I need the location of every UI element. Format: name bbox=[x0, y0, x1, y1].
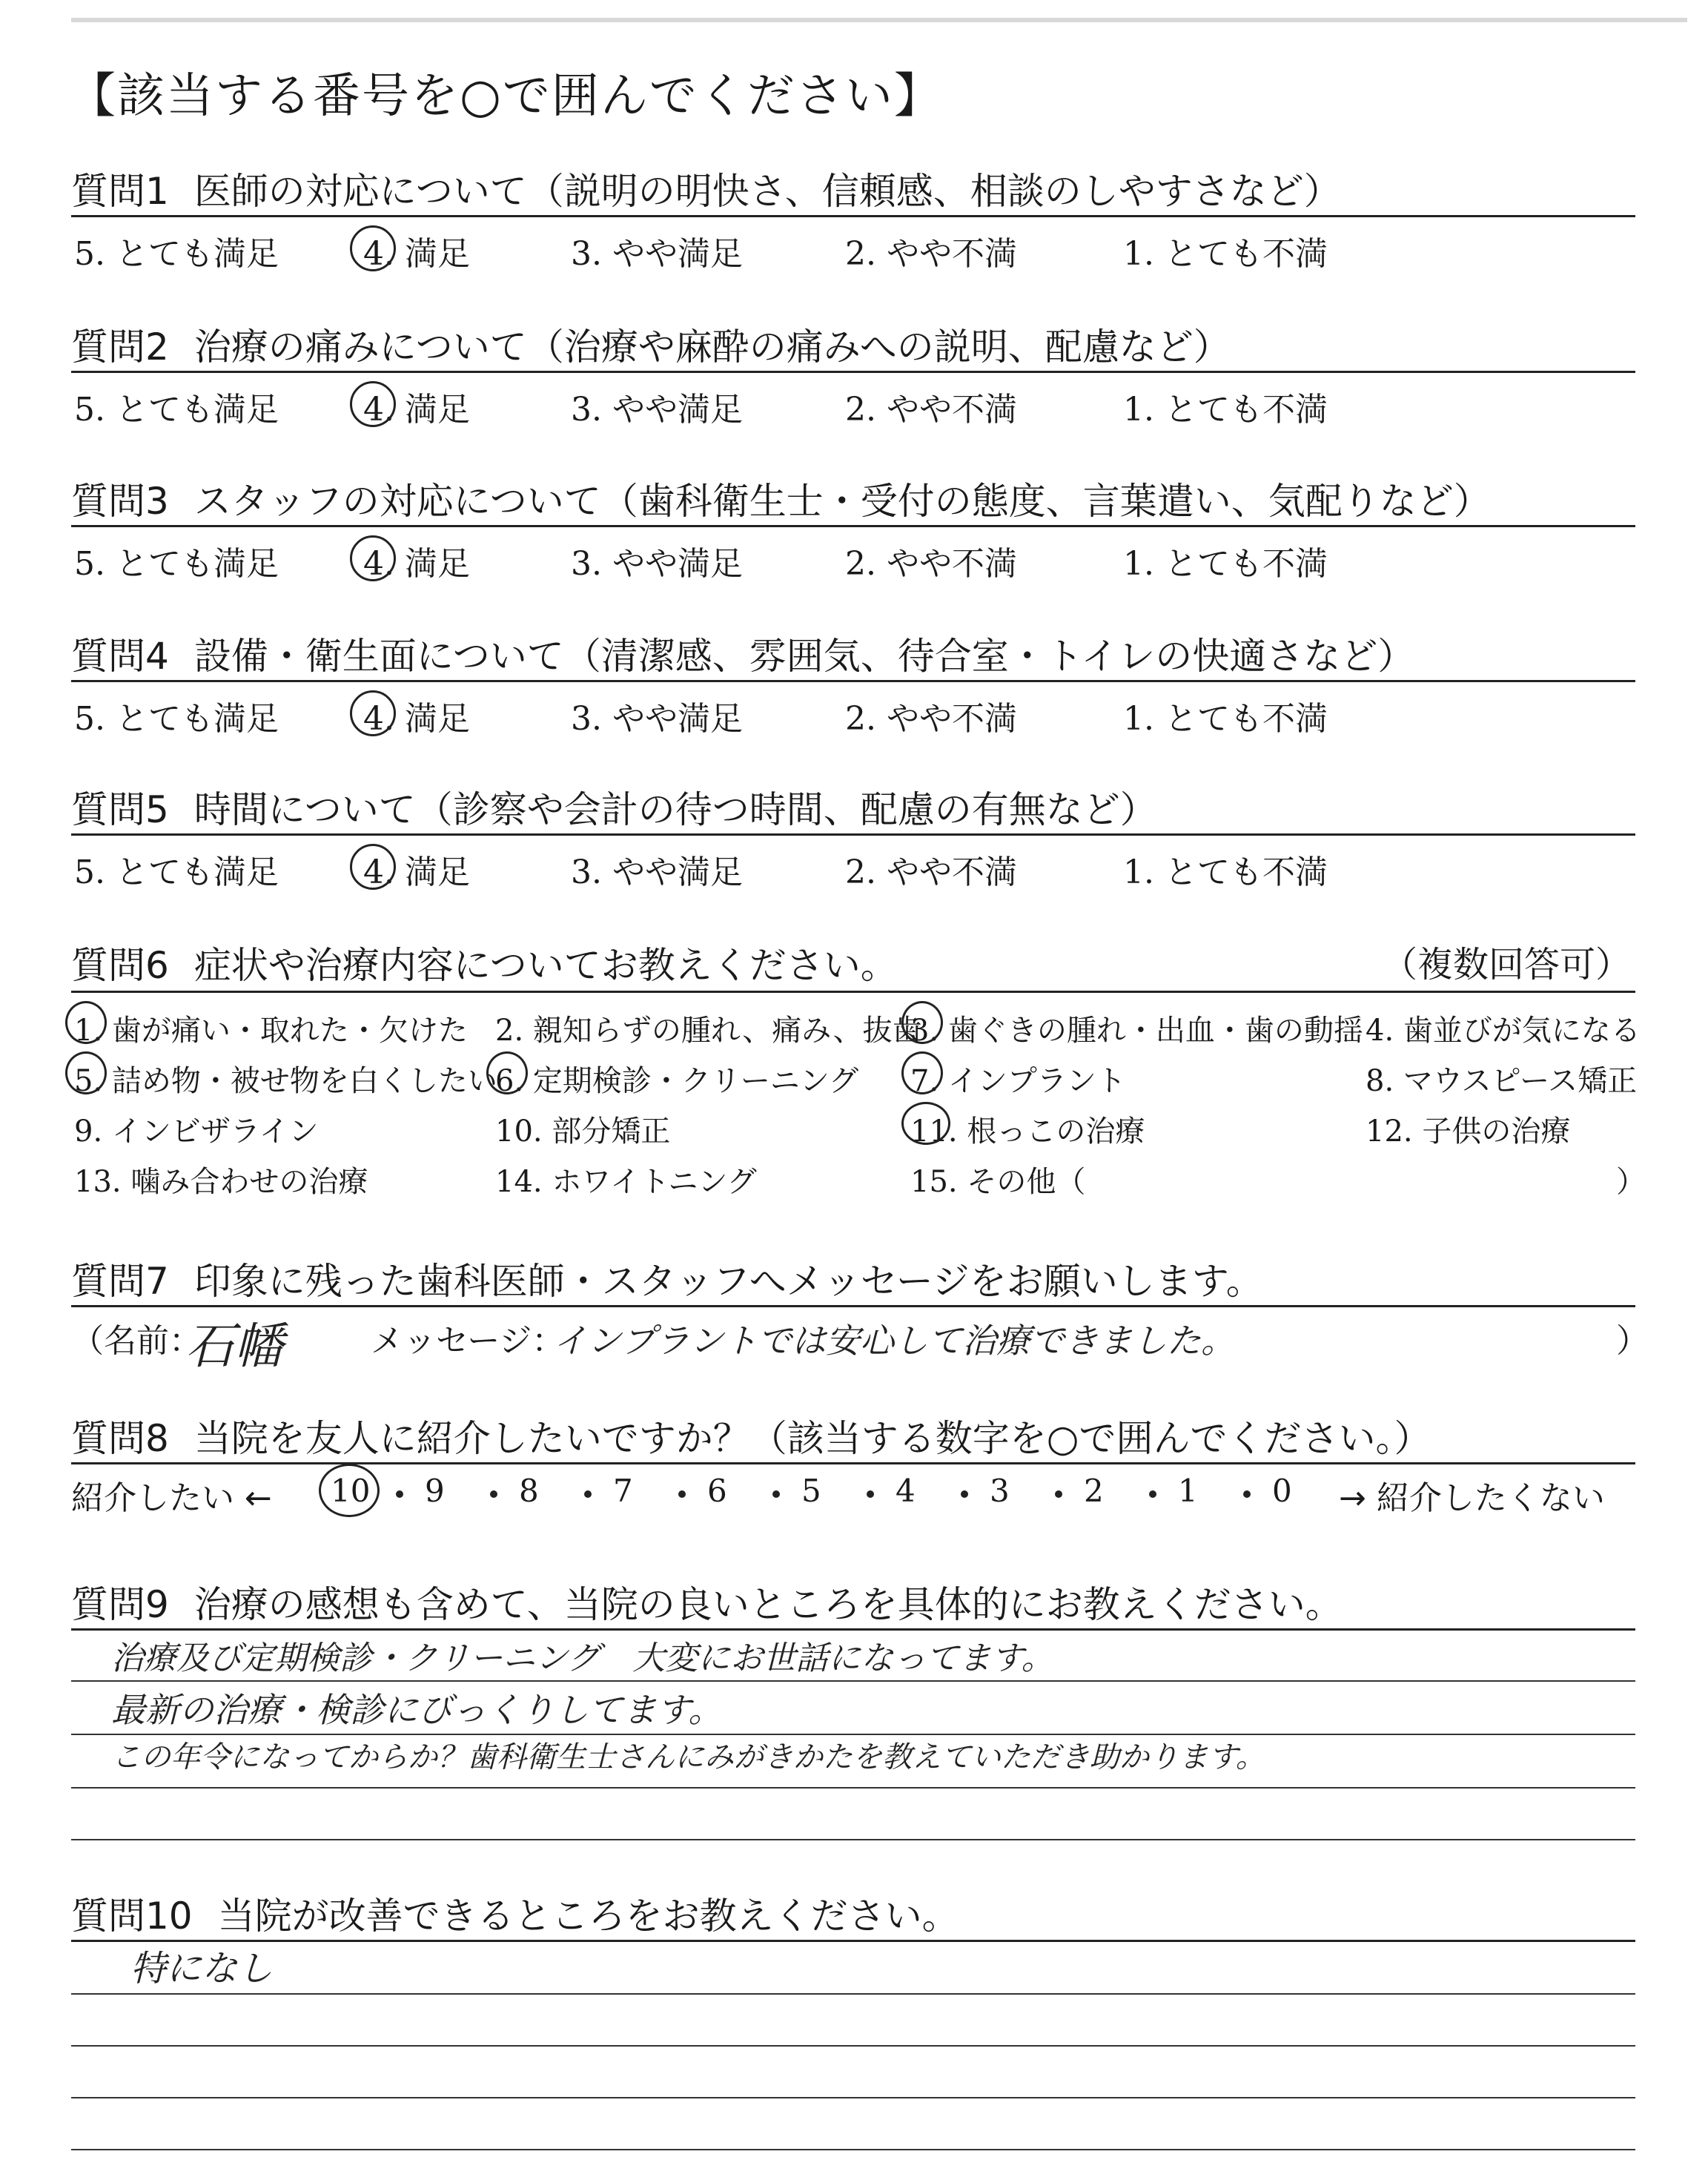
question-2-option-4[interactable]: 4. 満足 bbox=[363, 391, 470, 429]
question-8-separator-dot bbox=[1055, 1490, 1062, 1498]
question-6-selected-circle-6 bbox=[486, 1051, 528, 1094]
question-3-option-5[interactable]: 5. とても満足 bbox=[74, 545, 279, 583]
question-6-rule bbox=[71, 991, 1635, 993]
question-2-rule bbox=[71, 371, 1635, 373]
question-6-option-4[interactable]: 4. 歯並びが気になる bbox=[1366, 1014, 1641, 1048]
question-5-option-5[interactable]: 5. とても満足 bbox=[74, 853, 279, 891]
question-8-separator-dot bbox=[1243, 1490, 1251, 1498]
question-10-title bbox=[71, 1886, 959, 1940]
question-4-rule bbox=[71, 680, 1635, 682]
question-8-scale-8[interactable]: 8 bbox=[519, 1473, 539, 1509]
question-2-option-3[interactable]: 3. やや満足 bbox=[571, 391, 743, 429]
question-2-title-text: 治療の痛みについて（治療や麻酔の痛みへの説明、配慮など） bbox=[193, 326, 1231, 369]
question-8-selected-circle bbox=[319, 1464, 380, 1517]
question-9-answer-line-1 bbox=[71, 1680, 1635, 1682]
question-8-scale-7[interactable]: 7 bbox=[613, 1473, 633, 1509]
question-5-selected-circle bbox=[350, 844, 396, 890]
question-10-answer-line-3 bbox=[71, 2097, 1635, 2098]
question-9-rule bbox=[71, 1628, 1635, 1631]
question-3-rule bbox=[71, 525, 1635, 527]
page-header: 【該当する番号を○で囲んでください】 bbox=[68, 69, 943, 124]
question-5-title bbox=[71, 780, 1157, 833]
question-7-message-value: インプラントでは安心して治療できました。 bbox=[553, 1321, 1235, 1361]
question-6-option-5[interactable]: 5. 詰め物・被せ物を白くしたい bbox=[74, 1064, 497, 1098]
question-6-title bbox=[71, 936, 898, 989]
question-1-title-number: 質問1 bbox=[71, 170, 169, 213]
question-6-option-7[interactable]: 7. インプラント bbox=[910, 1064, 1126, 1098]
question-1-option-1[interactable]: 1. とても不満 bbox=[1123, 235, 1328, 273]
question-4-selected-circle bbox=[350, 690, 396, 736]
question-8-title-text: 当院を友人に紹介したいですか？（該当する数字を○で囲んでください。） bbox=[193, 1417, 1431, 1460]
question-6-selected-circle-11 bbox=[901, 1102, 950, 1145]
question-2-title-number: 質問2 bbox=[71, 326, 169, 369]
question-6-option-9[interactable]: 9. インビザライン bbox=[74, 1114, 319, 1149]
question-10-title-number: 質問10 bbox=[71, 1895, 193, 1938]
question-9-answer-line-4 bbox=[71, 1839, 1635, 1840]
question-6-option-13[interactable]: 13. 噛み合わせの治療 bbox=[74, 1165, 368, 1199]
question-9-answer-2: 最新の治療・検診にびっくりしてます。 bbox=[111, 1690, 723, 1730]
question-8-scale-0[interactable]: 0 bbox=[1272, 1473, 1292, 1509]
question-6-note: （複数回答可） bbox=[1381, 944, 1631, 985]
question-6-option-2[interactable]: 2. 親知らずの腫れ、痛み、抜歯 bbox=[495, 1014, 922, 1048]
question-6-option-11[interactable]: 11. 根っこの治療 bbox=[910, 1114, 1145, 1149]
question-6-option-15[interactable]: 15. その他（ bbox=[910, 1165, 1086, 1199]
question-10-answer-line-2 bbox=[71, 2045, 1635, 2047]
question-4-title bbox=[71, 627, 1414, 680]
question-1-option-4[interactable]: 4. 満足 bbox=[363, 235, 470, 273]
question-4-option-3[interactable]: 3. やや満足 bbox=[571, 700, 743, 738]
question-2-option-1[interactable]: 1. とても不満 bbox=[1123, 391, 1328, 429]
question-6-other-close: ） bbox=[1616, 1165, 1646, 1199]
question-6-option-6[interactable]: 6. 定期検診・クリーニング bbox=[495, 1064, 859, 1098]
question-6-option-1[interactable]: 1. 歯が痛い・取れた・欠けた bbox=[74, 1014, 468, 1048]
question-6-title-number: 質問6 bbox=[71, 944, 169, 987]
question-9-answer-1: 治療及び定期検診・クリーニング 大変にお世話になってます。 bbox=[111, 1639, 1054, 1677]
question-7-message-label: メッセージ： bbox=[371, 1322, 565, 1360]
question-7-title bbox=[71, 1252, 1263, 1305]
question-4-title-text: 設備・衛生面について（清潔感、雰囲気、待合室・トイレの快適さなど） bbox=[193, 635, 1415, 678]
question-3-option-4[interactable]: 4. 満足 bbox=[363, 545, 470, 583]
question-8-scale-10[interactable]: 10 bbox=[331, 1473, 371, 1509]
question-8-scale-9[interactable]: 9 bbox=[425, 1473, 445, 1509]
question-4-option-5[interactable]: 5. とても満足 bbox=[74, 700, 279, 738]
question-8-separator-dot bbox=[867, 1490, 874, 1498]
question-1-rule bbox=[71, 215, 1635, 217]
question-6-option-10[interactable]: 10. 部分矯正 bbox=[495, 1114, 671, 1149]
question-6-option-8[interactable]: 8. マウスピース矯正 bbox=[1366, 1064, 1638, 1098]
question-9-title bbox=[71, 1575, 1343, 1628]
question-5-option-3[interactable]: 3. やや満足 bbox=[571, 853, 743, 891]
question-8-scale-2[interactable]: 2 bbox=[1084, 1473, 1104, 1509]
question-8-scale-4[interactable]: 4 bbox=[896, 1473, 916, 1509]
question-9-answer-line-3 bbox=[71, 1787, 1635, 1789]
question-4-option-4[interactable]: 4. 満足 bbox=[363, 700, 470, 738]
question-5-title-text: 時間について（診察や会計の待つ時間、配慮の有無など） bbox=[193, 788, 1157, 831]
question-8-scale-1[interactable]: 1 bbox=[1178, 1473, 1198, 1509]
question-4-title-number: 質問4 bbox=[71, 635, 169, 678]
question-8-scale-3[interactable]: 3 bbox=[990, 1473, 1010, 1509]
question-7-close: ） bbox=[1616, 1322, 1649, 1360]
question-3-title bbox=[71, 472, 1491, 525]
question-10-answer-line-4 bbox=[71, 2149, 1635, 2150]
question-8-separator-dot bbox=[678, 1490, 686, 1498]
question-10-answer-line-1 bbox=[71, 1993, 1635, 1995]
question-9-title-text: 治療の感想も含めて、当院の良いところを具体的にお教えください。 bbox=[193, 1583, 1343, 1626]
question-1-title-text: 医師の対応について（説明の明快さ、信頼感、相談のしやすさなど） bbox=[193, 170, 1341, 213]
question-6-option-14[interactable]: 14. ホワイトニング bbox=[495, 1165, 757, 1199]
question-3-option-3[interactable]: 3. やや満足 bbox=[571, 545, 743, 583]
question-6-selected-circle-1 bbox=[65, 1001, 107, 1044]
question-8-title bbox=[71, 1409, 1431, 1462]
question-7-title-number: 質問7 bbox=[71, 1260, 169, 1303]
question-5-option-1[interactable]: 1. とても不満 bbox=[1123, 853, 1328, 891]
question-1-title bbox=[71, 162, 1341, 215]
question-5-option-4[interactable]: 4. 満足 bbox=[363, 853, 470, 891]
question-6-selected-circle-3 bbox=[901, 1001, 943, 1044]
question-10-answer-1: 特になし bbox=[130, 1948, 274, 1989]
question-8-separator-dot bbox=[490, 1490, 497, 1498]
question-6-option-3[interactable]: 3. 歯ぐきの腫れ・出血・歯の動揺 bbox=[910, 1014, 1363, 1048]
question-8-scale-5[interactable]: 5 bbox=[801, 1473, 821, 1509]
question-8-separator-dot bbox=[1149, 1490, 1156, 1498]
question-4-option-1[interactable]: 1. とても不満 bbox=[1123, 700, 1328, 738]
question-8-separator-dot bbox=[772, 1490, 780, 1498]
question-8-separator-dot bbox=[961, 1490, 968, 1498]
question-3-selected-circle bbox=[350, 535, 396, 581]
question-8-separator-dot bbox=[396, 1490, 403, 1498]
question-9-answer-3: この年令になってからか？歯科衛生士さんにみがきかたを教えていただき助かります。 bbox=[111, 1740, 1265, 1774]
question-6-selected-circle-7 bbox=[901, 1051, 943, 1094]
question-1-selected-circle bbox=[350, 225, 396, 271]
question-7-name-value: 石幡 bbox=[185, 1318, 283, 1375]
question-3-option-1[interactable]: 1. とても不満 bbox=[1123, 545, 1328, 583]
question-10-title-text: 当院が改善できるところをお教えください。 bbox=[217, 1895, 959, 1938]
top-border bbox=[71, 18, 1687, 22]
question-8-scale-6[interactable]: 6 bbox=[707, 1473, 727, 1509]
question-6-selected-circle-5 bbox=[65, 1051, 107, 1094]
question-2-option-5[interactable]: 5. とても満足 bbox=[74, 391, 279, 429]
question-2-option-2[interactable]: 2. やや不満 bbox=[845, 391, 1017, 429]
question-5-rule bbox=[71, 833, 1635, 836]
question-1-option-5[interactable]: 5. とても満足 bbox=[74, 235, 279, 273]
question-1-option-3[interactable]: 3. やや満足 bbox=[571, 235, 743, 273]
question-8-right-label: → 紹介したくない bbox=[1339, 1479, 1605, 1517]
question-2-title bbox=[71, 317, 1231, 371]
question-7-title-text: 印象に残った歯科医師・スタッフへメッセージをお願いします。 bbox=[193, 1260, 1263, 1303]
question-8-left-label: 紹介したい ← bbox=[71, 1479, 272, 1517]
question-4-option-2[interactable]: 2. やや不満 bbox=[845, 700, 1017, 738]
question-2-selected-circle bbox=[350, 381, 396, 427]
question-7-name-label: （名前： bbox=[71, 1322, 202, 1360]
question-3-option-2[interactable]: 2. やや不満 bbox=[845, 545, 1017, 583]
question-6-title-text: 症状や治療内容についてお教えください。 bbox=[193, 944, 898, 987]
question-8-title-number: 質問8 bbox=[71, 1417, 169, 1460]
question-9-title-number: 質問9 bbox=[71, 1583, 169, 1626]
question-10-rule bbox=[71, 1940, 1635, 1942]
question-5-title-number: 質問5 bbox=[71, 788, 169, 831]
question-3-title-number: 質問3 bbox=[71, 480, 169, 523]
question-6-option-12[interactable]: 12. 子供の治療 bbox=[1366, 1114, 1571, 1149]
question-8-rule bbox=[71, 1462, 1635, 1464]
question-3-title-text: スタッフの対応について（歯科衛生士・受付の態度、言葉遣い、気配りなど） bbox=[193, 480, 1491, 523]
question-1-option-2[interactable]: 2. やや不満 bbox=[845, 235, 1017, 273]
question-7-rule bbox=[71, 1305, 1635, 1307]
question-8-separator-dot bbox=[584, 1490, 592, 1498]
question-5-option-2[interactable]: 2. やや不満 bbox=[845, 853, 1017, 891]
